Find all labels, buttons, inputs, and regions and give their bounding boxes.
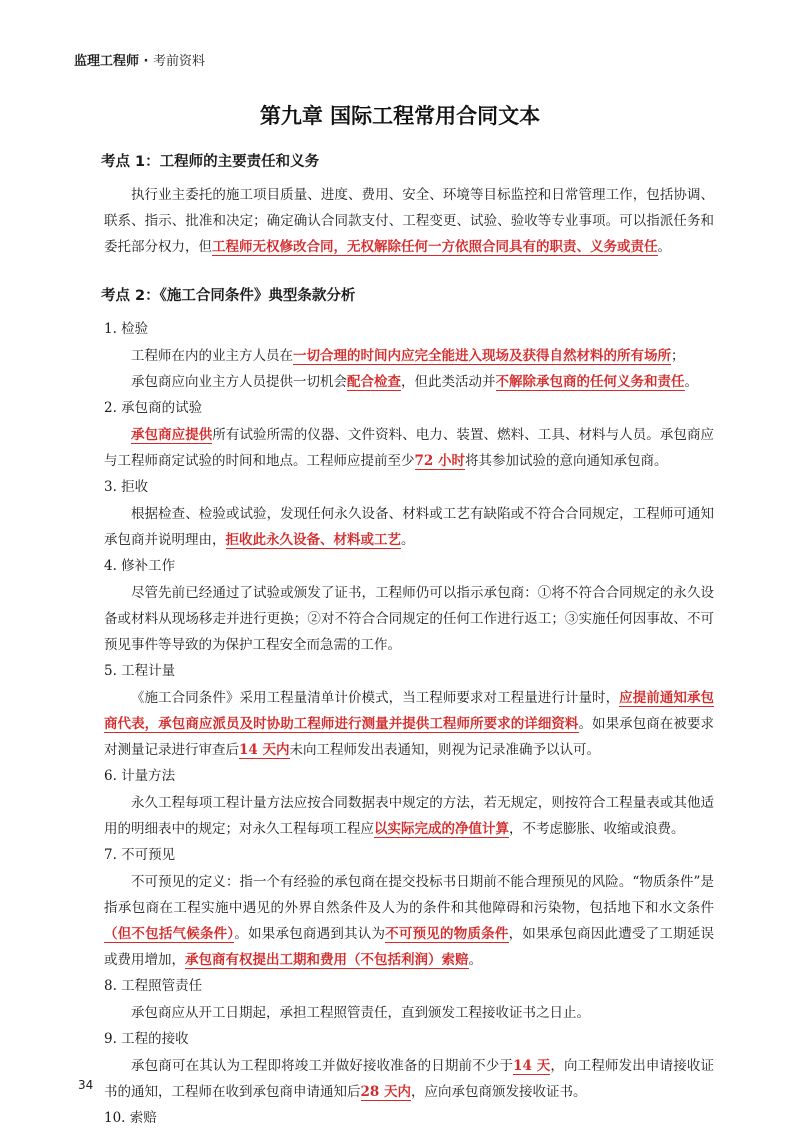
section-text: 承包商应从开工日期起，承担工程照管责任，直到颁发工程接收证书之日止。 bbox=[131, 1005, 590, 1021]
highlight: 一切合理的时间内应完全能进入现场及获得自然材料的所有场所 bbox=[293, 348, 671, 364]
highlight: （但不包括气候条件） bbox=[104, 926, 235, 942]
highlight: 14 天 bbox=[513, 1058, 551, 1074]
highlight: 以实际完成的净值计算 bbox=[374, 821, 509, 837]
section-title: 3. 拒收 bbox=[104, 479, 149, 495]
section-title: 5. 工程计量 bbox=[104, 663, 176, 679]
section-text: 《施工合同条件》采用工程量清单计价模式，当工程师要求对工程量进行计量时，应提前通知承包商代表，承包商应派员及时协助工程师进行测量并提供工程师所要求的详细资料。如果承包商在被要求对测量记录进行审查后14 天内未向工程师发出表通知，则视为记录准确予以认可。 bbox=[104, 690, 715, 758]
point1-paragraph: 执行业主委托的施工项目质量、进度、费用、安全、环境等目标监控和日常管理工作，包括协调、联系、指示、批准和决定；确定确认合同款支付、工程变更、试验、验收等专业事项。可以指派任务和委托部分权力，但工程师无权修改合同，无权解除任何一方依照合同具有的职责、义务或责任。 bbox=[104, 187, 714, 255]
point2-title: 考点 2：《施工合同条件》典型条款分析 bbox=[101, 288, 356, 304]
header-separator: · bbox=[143, 54, 149, 69]
section-title: 8. 工程照管责任 bbox=[104, 978, 203, 994]
section-text: 工程师在内的业主方人员在一切合理的时间内应完全能进入现场及获得自然材料的所有场所； bbox=[131, 348, 685, 364]
section-text: 根据检查、检验或试验，发现任何永久设备、材料或工艺有缺陷或不符合合同规定，工程师可通知承包商并说明理由，拒收此永久设备、材料或工艺。 bbox=[104, 506, 714, 548]
highlight: 72 小时 bbox=[414, 453, 465, 469]
highlight: 工程师无权修改合同，无权解除任何一方依照合同具有的职责、义务或责任 bbox=[212, 239, 658, 255]
highlight: 应提前通知承包商代表，承包商应派员及时协助工程师进行测量并提供工程师所要求的详细资料 bbox=[104, 690, 715, 732]
section-title: 9. 工程的接收 bbox=[104, 1031, 189, 1047]
point1-title: 考点 1：工程师的主要责任和义务 bbox=[101, 154, 320, 170]
running-header bbox=[74, 50, 205, 69]
highlight: 配合检查 bbox=[347, 374, 401, 390]
section-title: 6. 计量方法 bbox=[104, 768, 176, 784]
highlight: 不解除承包商的任何义务和责任 bbox=[495, 374, 685, 390]
section-title: 10. 索赔 bbox=[104, 1110, 157, 1126]
section-text: 不可预见的定义：指一个有经验的承包商在提交投标书日期前不能合理预见的风险。“物质条件”是指承包商在工程实施中遇见的外界自然条件及人为的条件和其他障碍和污染物，包括地下和水文条件（但不包括气候条件）。如果承包商遇到其认为不可预见的物质条件，如果承包商因此遭受了工期延误或费用增加，承包商有权提出工期和费用（不包括利润）索赔。 bbox=[104, 874, 715, 968]
section-title: 4. 修补工作 bbox=[104, 558, 176, 574]
section-text: 承包商可在其认为工程即将竣工并做好接收准备的日期前不少于14 天，向工程师发出申请接收证书的通知，工程师在收到承包商申请通知后28 天内，应向承包商颁发接收证书。 bbox=[104, 1058, 715, 1100]
section-title: 2. 承包商的试验 bbox=[104, 400, 203, 416]
section-title: 1. 检验 bbox=[104, 321, 149, 337]
chapter-title: 第九章 国际工程常用合同文本 bbox=[259, 103, 541, 128]
header-sub: 考前资料 bbox=[153, 54, 206, 69]
highlight: 14 天内 bbox=[239, 742, 290, 758]
section-text: 承包商应提供所有试验所需的仪器、文件资料、电力、装置、燃料、工具、材料与人员。承包商应与工程师商定试验的时间和地点。工程师应提前至少72 小时将其参加试验的意向通知承包商。 bbox=[104, 427, 715, 469]
header-main: 监理工程师 bbox=[74, 54, 140, 69]
page-content bbox=[101, 152, 715, 1132]
page-number: 34 bbox=[78, 1078, 94, 1092]
section-text: 永久工程每项工程计量方法应按合同数据表中规定的方法，若无规定，则按符合工程量表或其他适用的明细表中的规定；对永久工程每项工程应以实际完成的净值计算，不考虑膨胀、收缩或浪费。 bbox=[104, 795, 714, 837]
section-text: 承包商应向业主方人员提供一切机会配合检查，但此类活动并不解除承包商的任何义务和责任。 bbox=[131, 374, 698, 390]
section-title: 7. 不可预见 bbox=[104, 847, 176, 863]
highlight: 承包商有权提出工期和费用（不包括利润）索赔 bbox=[185, 952, 469, 968]
highlight: 28 天内 bbox=[360, 1084, 411, 1100]
highlight: 拒收此永久设备、材料或工艺 bbox=[225, 532, 401, 548]
highlight: 不可预见的物质条件 bbox=[385, 926, 509, 942]
section-text: 尽管先前已经通过了试验或颁发了证书，工程师仍可以指示承包商：①将不符合合同规定的永久设备或材料从现场移走并进行更换；②对不符合合同规定的任何工作进行返工；③实施任何因事故、不可预见事件等导致的为保护工程安全而急需的工作。 bbox=[104, 585, 714, 653]
highlight: 承包商应提供 bbox=[131, 427, 213, 443]
